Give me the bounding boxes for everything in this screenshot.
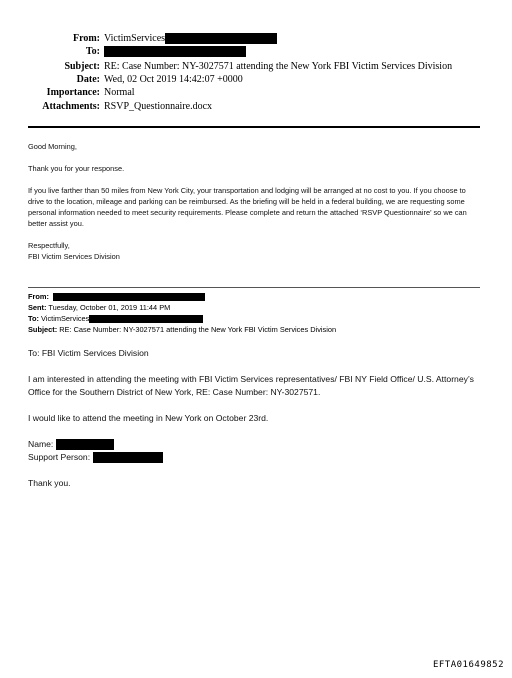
original-paragraph-2: I would like to attend the meeting in New York on October 23rd.: [28, 413, 269, 423]
reply-paragraph-2: If you live farther than 50 miles from New York City, your transportation and lodging will be arranged at no cost to you. If you choose to drive to the location, mileage and parking can be reimbursed. As the briefing will be held in a federal building, we are requesting some personal information needed to meet security requirements. Please complete and return the attached ‘RSVP Questionnaire’ so we can better assist you.: [28, 186, 467, 228]
header-importance-row: [0, 86, 512, 99]
redaction-box: [89, 315, 203, 323]
header-date-label: Date:: [76, 74, 100, 85]
forward-to-row: [28, 314, 203, 324]
header-to-label: To:: [85, 46, 100, 57]
header-to-row: [0, 45, 512, 58]
forward-sent-value: Tuesday, October 01, 2019 11:44 PM: [48, 303, 171, 312]
forward-sent-label: Sent:: [28, 303, 47, 312]
header-attachments-row: [0, 100, 512, 113]
redaction-box: [104, 46, 246, 57]
redaction-box: [53, 293, 205, 301]
header-date-value: Wed, 02 Oct 2019 14:42:07 +0000: [104, 74, 243, 85]
redaction-box: [165, 33, 277, 44]
original-support-label: Support Person:: [28, 452, 91, 462]
header-subject-value: RE: Case Number: NY-3027571 attending the New York FBI Victim Services Division: [104, 61, 453, 72]
forward-to-label: To:: [28, 314, 39, 323]
forward-divider: [28, 287, 480, 288]
original-thanks: Thank you.: [28, 478, 71, 488]
header-subject-row: [0, 60, 512, 73]
forward-from-label: From:: [28, 292, 49, 301]
header-attachments-value: RSVP_Questionnaire.docx: [104, 101, 213, 112]
forward-subject-value: RE: Case Number: NY-3027571 attending the New York FBI Victim Services Division: [59, 325, 337, 334]
header-attachments-label: Attachments:: [42, 101, 100, 112]
bates-number: EFTA01649852: [432, 660, 504, 670]
header-from-row: [0, 32, 512, 45]
reply-signature: FBI Victim Services Division: [28, 252, 120, 261]
original-name-row: [28, 438, 480, 451]
original-support-row: [28, 451, 480, 464]
reply-closing: Respectfully,: [28, 241, 70, 250]
header-from-label: From:: [72, 33, 100, 44]
forward-from-row: [28, 292, 205, 302]
redaction-box: [56, 439, 114, 450]
reply-body: [28, 141, 480, 262]
header-from-value: VictimServices: [104, 33, 166, 44]
header-subject-label: Subject:: [64, 61, 100, 72]
header-importance-value: Normal: [104, 87, 135, 98]
original-paragraph-1: I am interested in attending the meeting with FBI Victim Services representatives/ FBI NY Field Office/ U.S. Attorney’s Office for the Southern District of New York, RE: Case Number: NY-3027571.: [28, 374, 474, 397]
reply-paragraph-1: Thank you for your response.: [28, 164, 125, 173]
redaction-box: [93, 452, 163, 463]
header-date-row: [0, 73, 512, 86]
forward-sent-row: [28, 303, 170, 313]
reply-greeting: Good Morning,: [28, 142, 77, 151]
header-divider: [28, 126, 480, 128]
header-importance-label: Importance:: [46, 87, 100, 98]
original-name-label: Name:: [28, 439, 54, 449]
forward-to-value: VictimServices: [41, 314, 90, 323]
original-body: [28, 347, 480, 490]
original-to-line: To: FBI Victim Services Division: [28, 348, 149, 358]
forward-subject-label: Subject:: [28, 325, 58, 334]
forward-subject-row: [28, 325, 336, 335]
